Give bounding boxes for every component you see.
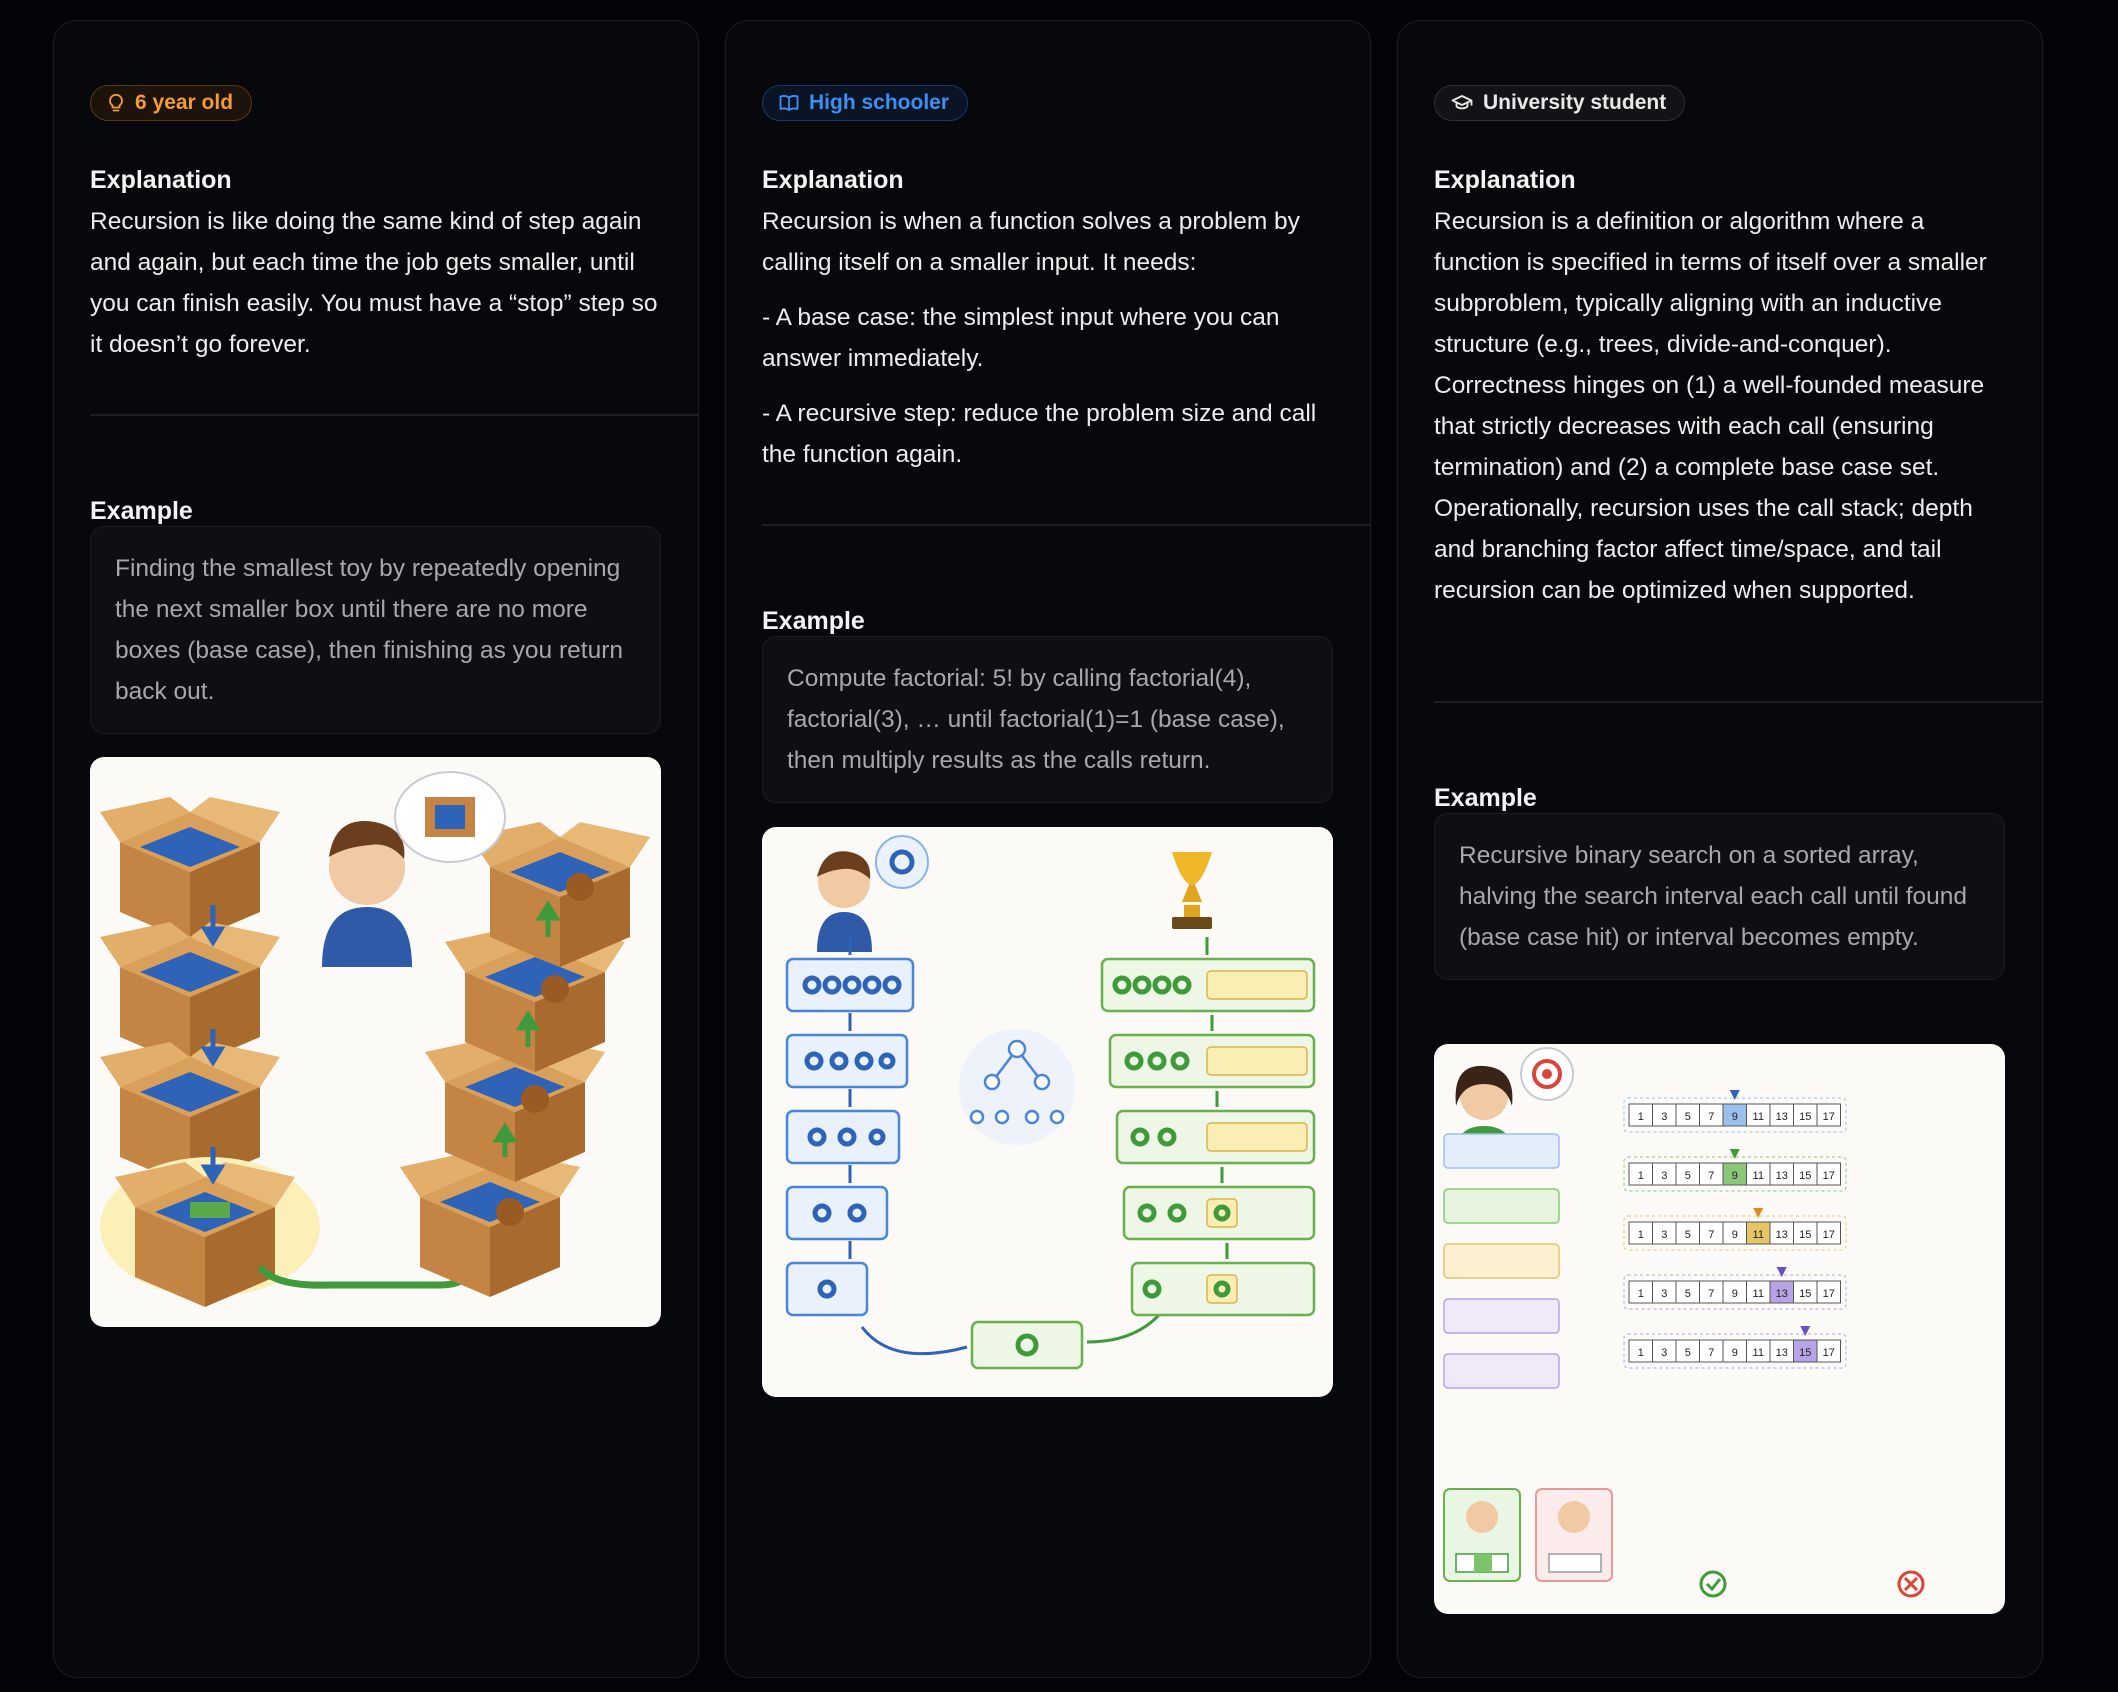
array-cell-value: 11 [1752, 1347, 1764, 1359]
explanation-paragraph: Recursion is when a function solves a problem by calling itself on a smaller input. It needs: [762, 208, 1300, 276]
array-cell-value: 1 [1637, 1288, 1644, 1300]
array-cell-value: 5 [1684, 1288, 1691, 1300]
array-cell-value: 15 [1799, 1170, 1812, 1182]
example-box: Finding the smallest toy by repeatedly opening the next smaller box until there are no more boxes (base case), then finishing as you return back out. [90, 526, 661, 734]
array-cell-value: 17 [1822, 1111, 1835, 1123]
book-icon [779, 94, 799, 112]
array-cell-value: 3 [1661, 1347, 1668, 1359]
section-divider [90, 414, 698, 416]
array-cell-value: 11 [1752, 1288, 1764, 1300]
card-6-year-old [53, 20, 699, 1678]
array-cell-value: 15 [1799, 1229, 1812, 1241]
array-cell-value: 7 [1708, 1111, 1715, 1123]
card-high-schooler [725, 20, 1371, 1678]
array-cell-value: 13 [1775, 1229, 1788, 1241]
array-cell-value: 1 [1637, 1170, 1644, 1182]
call-frame [1444, 1189, 1559, 1223]
array-cell-value: 7 [1708, 1229, 1715, 1241]
card-university-student [1397, 20, 2043, 1678]
call-frame [1444, 1354, 1559, 1388]
array-cell-value: 15 [1799, 1111, 1812, 1123]
array-cell-value: 9 [1731, 1229, 1738, 1241]
level-badge-label: 6 year old [135, 91, 234, 114]
array-cell-value: 13 [1775, 1111, 1788, 1123]
explanation-heading: Explanation [90, 166, 232, 194]
level-badge-label: University student [1483, 91, 1667, 114]
explanation-paragraph: - A base case: the simplest input where you can answer immediately. [762, 304, 1280, 372]
graduation-cap-icon [1451, 94, 1473, 112]
array-cell-value: 13 [1775, 1347, 1788, 1359]
array-cell-value: 13 [1775, 1288, 1788, 1300]
array-cell-value: 5 [1684, 1111, 1691, 1123]
example-box: Compute factorial: 5! by calling factorial(4), factorial(3), … until factorial(1)=1 (base case), then multiply results as the calls return. [762, 636, 1333, 803]
array-cell-value: 15 [1799, 1347, 1812, 1359]
explanation-text [762, 201, 1337, 489]
array-cell-value: 11 [1752, 1229, 1764, 1241]
example-heading: Example [1434, 784, 1537, 812]
level-badge [1434, 85, 1685, 121]
array-cell-value: 11 [1752, 1170, 1764, 1182]
explanation-heading: Explanation [1434, 166, 1576, 194]
array-cell-value: 7 [1708, 1288, 1715, 1300]
call-frame [1444, 1299, 1559, 1333]
call-frame [1444, 1134, 1559, 1168]
section-divider [762, 524, 1370, 526]
array-cell-value: 7 [1708, 1347, 1715, 1359]
example-heading: Example [90, 497, 193, 525]
section-divider [1434, 701, 2042, 703]
example-box: Recursive binary search on a sorted array, halving the search interval each call until found (base case hit) or interval becomes empty. [1434, 813, 2005, 980]
array-cell-value: 9 [1731, 1111, 1738, 1123]
lightbulb-icon [107, 93, 125, 113]
array-cell-value: 5 [1684, 1170, 1691, 1182]
level-badge [90, 85, 252, 121]
array-cell-value: 1 [1637, 1111, 1644, 1123]
array-cell-value: 11 [1752, 1111, 1764, 1123]
explanation-paragraph: - A recursive step: reduce the problem size and call the function again. [762, 400, 1317, 468]
array-cell-value: 17 [1822, 1170, 1835, 1182]
array-cell-value: 1 [1637, 1229, 1644, 1241]
explanation-paragraph: Recursion is like doing the same kind of step again and again, but each time the job gets smaller, until you can finish easily. You must have a “stop” step so it doesn’t go forever. [90, 208, 658, 358]
explanation-text [1434, 201, 2009, 625]
explanation-paragraph: Recursion is a definition or algorithm where a function is specified in terms of itself over a smaller subproblem, typically aligning with an inductive structure (e.g., trees, divide-and-conquer). Correctness hinges on (1) a well-founded measure that strictly decreases with each call (ensuring termination) and (2) a complete base case set. Operationally, recursion uses the call stack; depth and branching factor affect time/space, and tail recursion can be optimized when supported. [1434, 208, 1987, 604]
level-badge [762, 85, 968, 121]
explanation-text [90, 201, 665, 379]
array-cell-value: 1 [1637, 1347, 1644, 1359]
array-cell-value: 3 [1661, 1170, 1668, 1182]
array-cell-value: 3 [1661, 1288, 1668, 1300]
array-cell-value: 13 [1775, 1170, 1788, 1182]
array-cell-value: 3 [1661, 1229, 1668, 1241]
example-heading: Example [762, 607, 865, 635]
array-cell-value: 9 [1731, 1347, 1738, 1359]
array-cell-value: 17 [1822, 1288, 1835, 1300]
array-cell-value: 5 [1684, 1229, 1691, 1241]
binary-search-illustration [1434, 1044, 2005, 1614]
array-cell-value: 9 [1731, 1288, 1738, 1300]
call-frame [1444, 1244, 1559, 1278]
array-cell-value: 15 [1799, 1288, 1812, 1300]
array-cell-value: 17 [1822, 1229, 1835, 1241]
level-badge-label: High schooler [809, 91, 950, 114]
array-cell-value: 17 [1822, 1347, 1835, 1359]
factorial-call-stack-illustration [762, 827, 1333, 1397]
array-cell-value: 5 [1684, 1347, 1691, 1359]
array-cell-value: 9 [1731, 1170, 1738, 1182]
array-cell-value: 7 [1708, 1170, 1715, 1182]
nested-boxes-illustration [90, 757, 661, 1327]
explanation-heading: Explanation [762, 166, 904, 194]
array-cell-value: 3 [1661, 1111, 1668, 1123]
